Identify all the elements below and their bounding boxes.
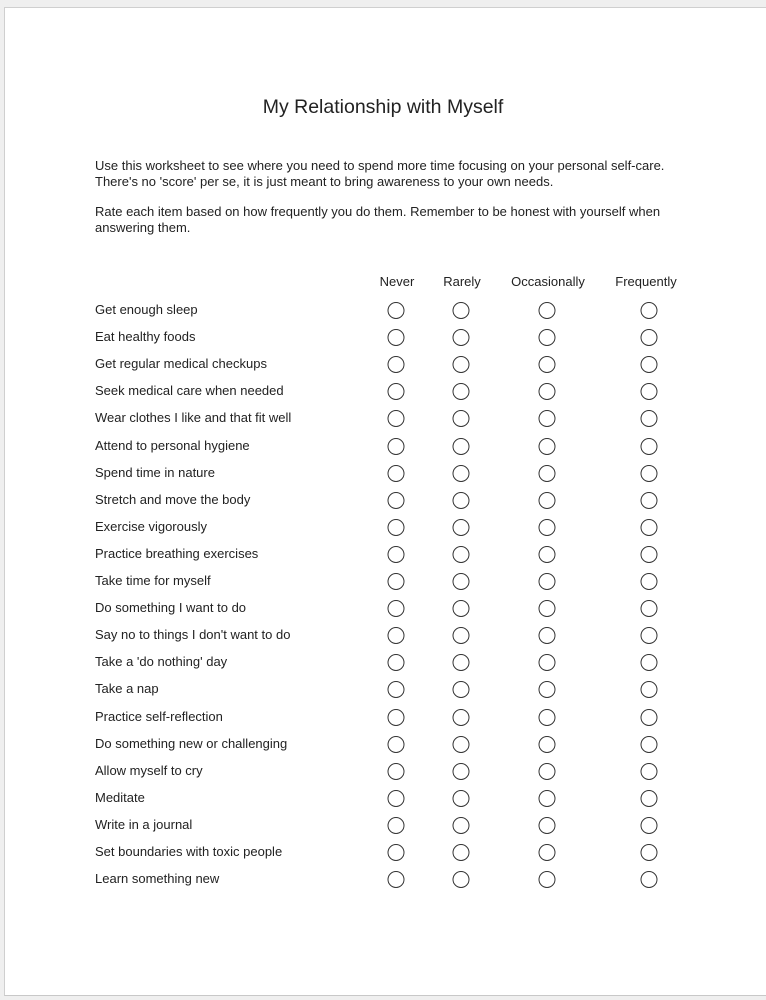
- item-label: Seek medical care when needed: [95, 383, 284, 399]
- item-label: Allow myself to cry: [95, 762, 203, 778]
- radio-rarely[interactable]: [453, 627, 470, 644]
- page-title: My Relationship with Myself: [262, 96, 504, 118]
- radio-never[interactable]: [388, 844, 405, 861]
- radio-never[interactable]: [388, 410, 405, 427]
- radio-rarely[interactable]: [453, 356, 470, 373]
- radio-frequently[interactable]: [641, 654, 658, 671]
- radio-rarely[interactable]: [453, 709, 470, 726]
- item-label: Learn something new: [95, 871, 220, 887]
- radio-never[interactable]: [388, 492, 405, 509]
- item-label: Get regular medical checkups: [95, 356, 267, 372]
- item-label: Say no to things I don't want to do: [95, 627, 291, 643]
- item-label: Take time for myself: [95, 573, 211, 588]
- radio-rarely[interactable]: [453, 573, 470, 590]
- radio-frequently[interactable]: [641, 790, 658, 807]
- radio-rarely[interactable]: [453, 654, 470, 671]
- radio-never[interactable]: [388, 763, 405, 780]
- radio-occasionally[interactable]: [539, 817, 556, 834]
- item-label: Exercise vigorously: [95, 518, 207, 534]
- radio-rarely[interactable]: [453, 600, 470, 617]
- radio-occasionally[interactable]: [539, 438, 556, 455]
- radio-occasionally[interactable]: [539, 844, 556, 861]
- column-header-frequently: Frequently: [615, 274, 677, 289]
- radio-frequently[interactable]: [641, 763, 658, 780]
- intro-paragraph-1: Use this worksheet to see where you need to spend more time focusing on your personal self-care. There's no 'score' per se, it is just meant to bring awareness to your own needs.: [95, 158, 665, 189]
- radio-never[interactable]: [388, 654, 405, 671]
- radio-occasionally[interactable]: [539, 465, 556, 482]
- radio-occasionally[interactable]: [539, 329, 556, 346]
- radio-occasionally[interactable]: [539, 763, 556, 780]
- item-label: Attend to personal hygiene: [95, 437, 250, 453]
- radio-never[interactable]: [388, 519, 405, 536]
- radio-rarely[interactable]: [453, 763, 470, 780]
- radio-occasionally[interactable]: [539, 573, 556, 590]
- radio-rarely[interactable]: [453, 546, 470, 563]
- radio-rarely[interactable]: [453, 383, 470, 400]
- radio-never[interactable]: [388, 871, 405, 888]
- item-label: Wear clothes I like and that fit well: [95, 410, 292, 426]
- radio-occasionally[interactable]: [539, 410, 556, 427]
- radio-rarely[interactable]: [453, 817, 470, 834]
- intro-paragraph-2: Rate each item based on how frequently you do them. Remember to be honest with yourself when answering them.: [95, 204, 661, 235]
- radio-frequently[interactable]: [641, 465, 658, 482]
- column-header-rarely: Rarely: [443, 274, 481, 289]
- radio-never[interactable]: [388, 302, 405, 319]
- radio-frequently[interactable]: [641, 736, 658, 753]
- radio-never[interactable]: [388, 438, 405, 455]
- radio-frequently[interactable]: [641, 627, 658, 644]
- item-label: Write in a journal: [95, 816, 193, 832]
- radio-rarely[interactable]: [453, 871, 470, 888]
- rating-row: [0, 871, 766, 906]
- radio-occasionally[interactable]: [539, 790, 556, 807]
- item-label: Meditate: [95, 789, 145, 805]
- radio-rarely[interactable]: [453, 465, 470, 482]
- radio-never[interactable]: [388, 356, 405, 373]
- radio-occasionally[interactable]: [539, 492, 556, 509]
- radio-rarely[interactable]: [453, 844, 470, 861]
- radio-never[interactable]: [388, 465, 405, 482]
- item-label: Stretch and move the body: [95, 491, 251, 507]
- radio-rarely[interactable]: [453, 492, 470, 509]
- radio-never[interactable]: [388, 546, 405, 563]
- radio-frequently[interactable]: [641, 573, 658, 590]
- radio-never[interactable]: [388, 790, 405, 807]
- radio-frequently[interactable]: [641, 383, 658, 400]
- radio-frequently[interactable]: [641, 302, 658, 319]
- item-label: Do something I want to do: [95, 600, 247, 616]
- radio-frequently[interactable]: [641, 356, 658, 373]
- item-label: Practice self-reflection: [95, 708, 223, 724]
- radio-occasionally[interactable]: [539, 736, 556, 753]
- radio-occasionally[interactable]: [539, 546, 556, 563]
- item-label: Set boundaries with toxic people: [95, 844, 283, 859]
- radio-frequently[interactable]: [641, 519, 658, 536]
- radio-frequently[interactable]: [641, 329, 658, 346]
- radio-occasionally[interactable]: [539, 383, 556, 400]
- item-label: Take a nap: [95, 681, 159, 697]
- radio-frequently[interactable]: [641, 410, 658, 427]
- radio-occasionally[interactable]: [539, 302, 556, 319]
- item-label: Eat healthy foods: [95, 329, 196, 345]
- radio-rarely[interactable]: [453, 736, 470, 753]
- radio-never[interactable]: [388, 329, 405, 346]
- radio-frequently[interactable]: [641, 817, 658, 834]
- radio-occasionally[interactable]: [539, 519, 556, 536]
- column-header-occasionally: Occasionally: [511, 274, 585, 289]
- radio-occasionally[interactable]: [539, 654, 556, 671]
- radio-frequently[interactable]: [641, 600, 658, 617]
- radio-frequently[interactable]: [641, 681, 658, 698]
- item-label: Get enough sleep: [95, 302, 198, 317]
- radio-rarely[interactable]: [453, 790, 470, 807]
- radio-frequently[interactable]: [641, 546, 658, 563]
- column-header-never: Never: [379, 274, 415, 289]
- radio-occasionally[interactable]: [539, 681, 556, 698]
- radio-never[interactable]: [388, 736, 405, 753]
- radio-rarely[interactable]: [453, 519, 470, 536]
- item-label: Spend time in nature: [95, 464, 215, 480]
- radio-frequently[interactable]: [641, 709, 658, 726]
- radio-frequently[interactable]: [641, 844, 658, 861]
- radio-frequently[interactable]: [641, 871, 658, 888]
- radio-occasionally[interactable]: [539, 600, 556, 617]
- radio-never[interactable]: [388, 383, 405, 400]
- radio-rarely[interactable]: [453, 329, 470, 346]
- radio-frequently[interactable]: [641, 492, 658, 509]
- radio-frequently[interactable]: [641, 438, 658, 455]
- radio-rarely[interactable]: [453, 410, 470, 427]
- radio-rarely[interactable]: [453, 302, 470, 319]
- item-label: Practice breathing exercises: [95, 545, 259, 561]
- radio-occasionally[interactable]: [539, 627, 556, 644]
- radio-occasionally[interactable]: [539, 871, 556, 888]
- item-label: Take a 'do nothing' day: [95, 654, 228, 670]
- radio-never[interactable]: [388, 817, 405, 834]
- radio-occasionally[interactable]: [539, 709, 556, 726]
- radio-never[interactable]: [388, 709, 405, 726]
- radio-never[interactable]: [388, 681, 405, 698]
- radio-never[interactable]: [388, 600, 405, 617]
- item-label: Do something new or challenging: [95, 735, 288, 751]
- radio-occasionally[interactable]: [539, 356, 556, 373]
- radio-never[interactable]: [388, 573, 405, 590]
- radio-never[interactable]: [388, 627, 405, 644]
- radio-rarely[interactable]: [453, 681, 470, 698]
- radio-rarely[interactable]: [453, 438, 470, 455]
